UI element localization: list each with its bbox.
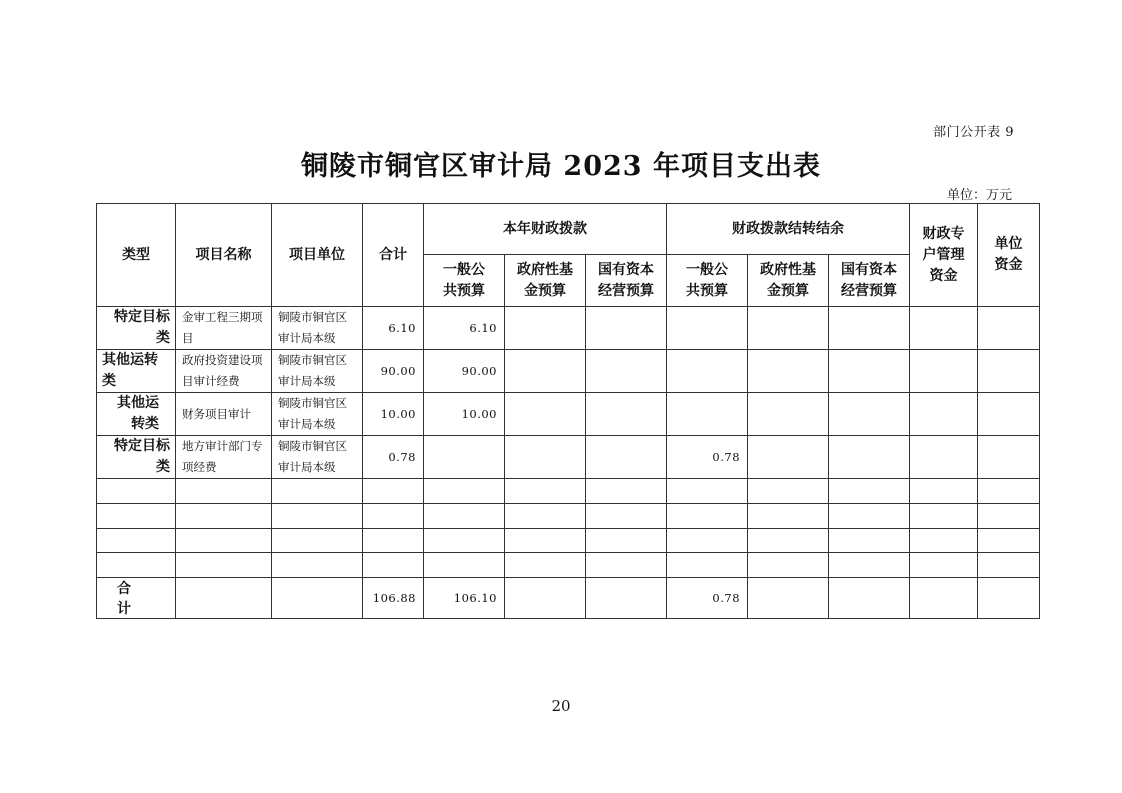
row-type: 其他运转类 <box>97 350 176 393</box>
row-special <box>910 307 978 350</box>
row-carry-fund <box>748 307 829 350</box>
header-total: 合计 <box>363 204 424 307</box>
row-unit-funds <box>978 307 1040 350</box>
row-cur-state <box>586 350 667 393</box>
header-current-year-appropriation: 本年财政拨款 <box>424 204 667 255</box>
row-carry-state <box>829 393 910 436</box>
row-type: 特定目标类 <box>97 307 176 350</box>
table-row <box>97 436 1040 479</box>
total-label: 合 计 <box>97 578 176 619</box>
row-total: 6.10 <box>363 307 424 350</box>
header-special-account-funds: 财政专户管理资金 <box>910 204 978 307</box>
row-type: 特定目标类 <box>97 436 176 479</box>
row-project-name: 政府投资建设项目审计经费 <box>176 350 272 393</box>
row-cur-general: 90.00 <box>424 350 505 393</box>
row-type: 其他运转类 <box>97 393 176 436</box>
table-row <box>97 393 1040 436</box>
header-carryover: 财政拨款结转结余 <box>667 204 910 255</box>
header-cur-state-capital-budget: 国有资本经营预算 <box>586 255 667 307</box>
row-total: 10.00 <box>363 393 424 436</box>
row-cur-general: 6.10 <box>424 307 505 350</box>
row-total: 90.00 <box>363 350 424 393</box>
row-carry-general <box>667 350 748 393</box>
page-title: 铜陵市铜官区审计局 2023 年项目支出表 <box>301 151 821 182</box>
row-cur-fund <box>505 350 586 393</box>
header-carry-fund-budget: 政府性基金预算 <box>748 255 829 307</box>
row-carry-general: 0.78 <box>667 436 748 479</box>
row-total: 0.78 <box>363 436 424 479</box>
row-cur-general: 10.00 <box>424 393 505 436</box>
empty-row <box>97 529 1040 553</box>
header-cur-fund-budget: 政府性基金预算 <box>505 255 586 307</box>
header-project-unit: 项目单位 <box>272 204 363 307</box>
header-carry-state-capital-budget: 国有资本经营预算 <box>829 255 910 307</box>
page-number: 20 <box>551 697 571 715</box>
header-project-name: 项目名称 <box>176 204 272 307</box>
header-cur-general-budget: 一般公共预算 <box>424 255 505 307</box>
row-carry-state <box>829 350 910 393</box>
row-cur-state <box>586 307 667 350</box>
row-project-name: 地方审计部门专项经费 <box>176 436 272 479</box>
row-project-name: 金审工程三期项目 <box>176 307 272 350</box>
row-special <box>910 393 978 436</box>
row-cur-state <box>586 393 667 436</box>
form-number: 部门公开表 9 <box>933 125 1014 140</box>
row-special <box>910 350 978 393</box>
row-project-name: 财务项目审计 <box>176 393 272 436</box>
header-carry-general-budget: 一般公共预算 <box>667 255 748 307</box>
row-cur-fund <box>505 393 586 436</box>
row-carry-fund <box>748 350 829 393</box>
row-cur-general <box>424 436 505 479</box>
empty-row <box>97 504 1040 529</box>
total-amount: 106.88 <box>363 578 424 619</box>
total-cur-general: 106.10 <box>424 578 505 619</box>
row-carry-state <box>829 436 910 479</box>
project-expenditure-table <box>96 203 1040 619</box>
row-carry-general <box>667 307 748 350</box>
unit-label: 单位：万元 <box>946 188 1012 203</box>
row-carry-general <box>667 393 748 436</box>
row-unit-funds <box>978 393 1040 436</box>
row-project-unit: 铜陵市铜官区审计局本级 <box>272 436 363 479</box>
row-cur-state <box>586 436 667 479</box>
row-special <box>910 436 978 479</box>
row-project-unit: 铜陵市铜官区审计局本级 <box>272 350 363 393</box>
total-row <box>97 578 1040 619</box>
row-carry-fund <box>748 393 829 436</box>
row-cur-fund <box>505 307 586 350</box>
header-unit-funds: 单位资金 <box>978 204 1040 307</box>
row-unit-funds <box>978 350 1040 393</box>
row-unit-funds <box>978 436 1040 479</box>
row-project-unit: 铜陵市铜官区审计局本级 <box>272 393 363 436</box>
row-carry-fund <box>748 436 829 479</box>
empty-row <box>97 479 1040 504</box>
row-project-unit: 铜陵市铜官区审计局本级 <box>272 307 363 350</box>
row-carry-state <box>829 307 910 350</box>
table-row <box>97 307 1040 350</box>
row-cur-fund <box>505 436 586 479</box>
table-row <box>97 350 1040 393</box>
empty-row <box>97 553 1040 578</box>
total-carry-general: 0.78 <box>667 578 748 619</box>
header-type: 类型 <box>97 204 176 307</box>
